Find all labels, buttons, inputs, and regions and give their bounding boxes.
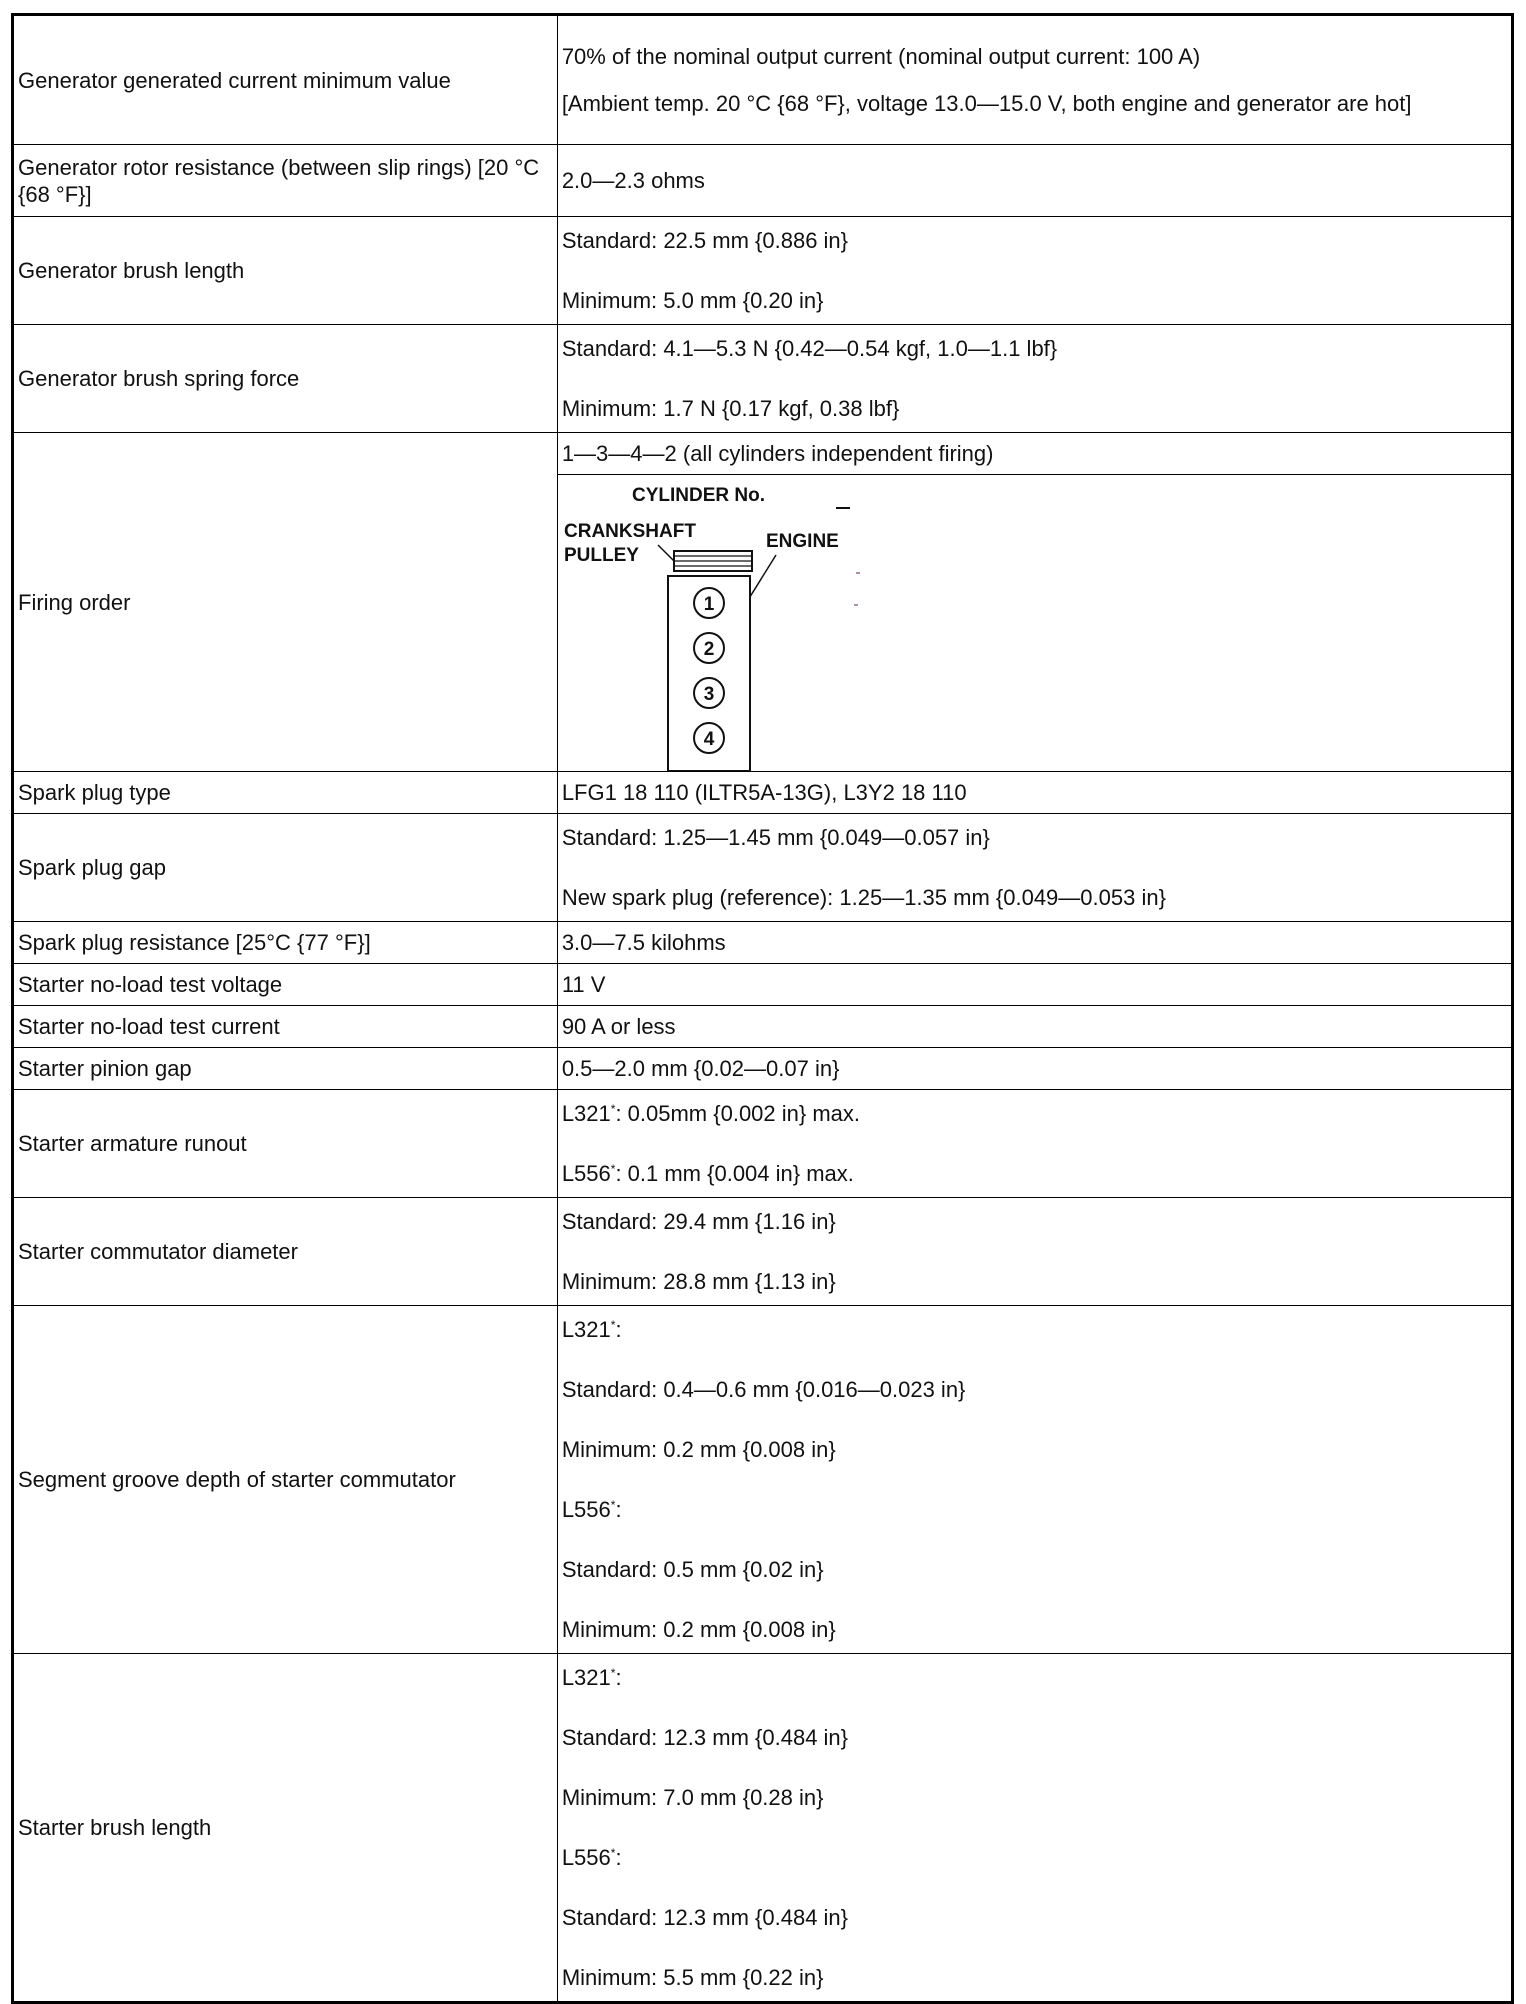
value-line: Standard: 4.1—5.3 N {0.42—0.54 kgf, 1.0—1.1 lbf} [561, 336, 1058, 361]
value-text: : [615, 1845, 622, 1870]
table-row [13, 1048, 1513, 1090]
value-line: 70% of the nominal output current (nominal output current: 100 A) [561, 44, 1201, 69]
value-line [562, 1488, 1507, 1531]
table-row [13, 1306, 1513, 1654]
param-spark-plug-type: Spark plug type [13, 772, 558, 814]
crankshaft-label: CRANKSHAFT [563, 521, 696, 542]
value-line: Standard: 12.3 mm {0.484 in} [561, 1905, 849, 1930]
model-code: L556 [561, 1497, 611, 1522]
table-row [13, 1090, 1513, 1198]
value-line: Minimum: 5.5 mm {0.22 in} [561, 1965, 824, 1990]
value-line: 3.0—7.5 kilohms [561, 930, 726, 955]
value-cell [557, 145, 1512, 217]
param-generator-current-min: Generator generated current minimum value [13, 15, 558, 145]
value-cell [557, 15, 1512, 145]
table-row [13, 1006, 1513, 1048]
param-brush-spring-force: Generator brush spring force [13, 325, 558, 433]
value-line: Minimum: 5.0 mm {0.20 in} [561, 288, 824, 313]
value-line: Standard: 1.25—1.45 mm {0.049—0.057 in} [561, 825, 990, 850]
value-cell [557, 1048, 1512, 1090]
value-line: Minimum: 0.2 mm {0.008 in} [561, 1437, 836, 1462]
table-row [13, 145, 1513, 217]
engine-diagram-svg [558, 475, 878, 771]
value-line: [Ambient temp. 20 °C {68 °F}, voltage 13.0—15.0 V, both engine and generator are hot] [561, 91, 1412, 116]
value-cell [557, 772, 1512, 814]
value-cell [557, 1006, 1512, 1048]
engine-label: ENGINE [765, 531, 839, 552]
value-text: : 0.05mm {0.002 in} max. [615, 1101, 861, 1126]
table-row [13, 1654, 1513, 2003]
param-starter-test-current: Starter no-load test current [13, 1006, 558, 1048]
value-line: 11 V [561, 972, 606, 997]
param-starter-test-voltage: Starter no-load test voltage [13, 964, 558, 1006]
table-row [13, 433, 1513, 475]
specification-table [11, 13, 1514, 2004]
value-text: : [615, 1317, 622, 1342]
value-cell [557, 1198, 1512, 1306]
value-cell [557, 1090, 1512, 1198]
pulley-label: PULLEY [563, 545, 639, 566]
model-code: L321 [561, 1665, 611, 1690]
cylinder-4-number: 4 [703, 729, 715, 750]
table-row [13, 922, 1513, 964]
value-line: Standard: 12.3 mm {0.484 in} [561, 1725, 849, 1750]
model-code: L556 [561, 1845, 611, 1870]
param-starter-pinion-gap: Starter pinion gap [13, 1048, 558, 1090]
value-cell [557, 1654, 1512, 2003]
table-row [13, 15, 1513, 145]
value-line: LFG1 18 110 (ILTR5A-13G), L3Y2 18 110 [561, 780, 967, 805]
value-line: Standard: 29.4 mm {1.16 in} [561, 1209, 836, 1234]
value-line [562, 1656, 1507, 1699]
value-cell [557, 217, 1512, 325]
param-rotor-resistance: Generator rotor resistance (between slip rings) [20 °C {68 °F}] [13, 145, 558, 217]
footnote-marker: * [610, 1318, 616, 1332]
value-line [562, 1836, 1507, 1879]
footnote-marker: * [610, 1102, 616, 1116]
value-cell [557, 922, 1512, 964]
table-row [13, 1198, 1513, 1306]
value-cell [557, 325, 1512, 433]
value-line: New spark plug (reference): 1.25—1.35 mm {0.049—0.053 in} [561, 885, 1166, 910]
table-row [13, 964, 1513, 1006]
crankshaft-leader-line [658, 545, 674, 561]
value-line: Standard: 0.4—0.6 mm {0.016—0.023 in} [561, 1377, 966, 1402]
value-line: 1—3—4—2 (all cylinders independent firing) [561, 441, 994, 466]
cylinder-no-label: CYLINDER No. [631, 485, 765, 506]
table-row [13, 325, 1513, 433]
param-generator-brush-length: Generator brush length [13, 217, 558, 325]
value-cell [557, 964, 1512, 1006]
value-line [562, 1308, 1507, 1351]
param-firing-order: Firing order [13, 433, 558, 772]
table-row [13, 772, 1513, 814]
model-code: L321 [561, 1101, 611, 1126]
model-code: L556 [561, 1161, 611, 1186]
value-text: : 0.1 mm {0.004 in} max. [615, 1161, 854, 1186]
value-line: Minimum: 1.7 N {0.17 kgf, 0.38 lbf} [561, 396, 900, 421]
value-text: : [615, 1665, 622, 1690]
value-text: : [615, 1497, 622, 1522]
table-row [13, 814, 1513, 922]
value-line [562, 1152, 1507, 1195]
value-line: Minimum: 28.8 mm {1.13 in} [561, 1269, 836, 1294]
value-cell [557, 433, 1512, 475]
param-spark-plug-gap: Spark plug gap [13, 814, 558, 922]
firing-order-diagram [558, 475, 1511, 771]
footnote-marker: * [610, 1666, 616, 1680]
cylinder-3-number: 3 [703, 684, 715, 705]
value-line: 2.0—2.3 ohms [561, 168, 705, 193]
param-armature-runout: Starter armature runout [13, 1090, 558, 1198]
cylinder-2-number: 2 [703, 639, 715, 660]
table-row [13, 217, 1513, 325]
value-cell [557, 814, 1512, 922]
footnote-marker: * [610, 1498, 616, 1512]
model-code: L321 [561, 1317, 611, 1342]
footnote-marker: * [610, 1162, 616, 1176]
value-line: Standard: 22.5 mm {0.886 in} [561, 228, 849, 253]
value-line [562, 1092, 1507, 1135]
param-spark-plug-resistance: Spark plug resistance [25°C {77 °F}] [13, 922, 558, 964]
value-line: Minimum: 0.2 mm {0.008 in} [561, 1617, 836, 1642]
value-cell [557, 1306, 1512, 1654]
param-starter-brush-length: Starter brush length [13, 1654, 558, 2003]
param-segment-groove-depth: Segment groove depth of starter commutator [13, 1306, 558, 1654]
value-line: 90 A or less [561, 1014, 676, 1039]
value-line: Minimum: 7.0 mm {0.28 in} [561, 1785, 824, 1810]
footnote-marker: * [610, 1846, 616, 1860]
firing-order-diagram-cell [557, 475, 1512, 772]
value-line: 0.5—2.0 mm {0.02—0.07 in} [561, 1056, 840, 1081]
param-commutator-diameter: Starter commutator diameter [13, 1198, 558, 1306]
value-line: Standard: 0.5 mm {0.02 in} [561, 1557, 824, 1582]
cylinder-1-number: 1 [703, 594, 715, 615]
